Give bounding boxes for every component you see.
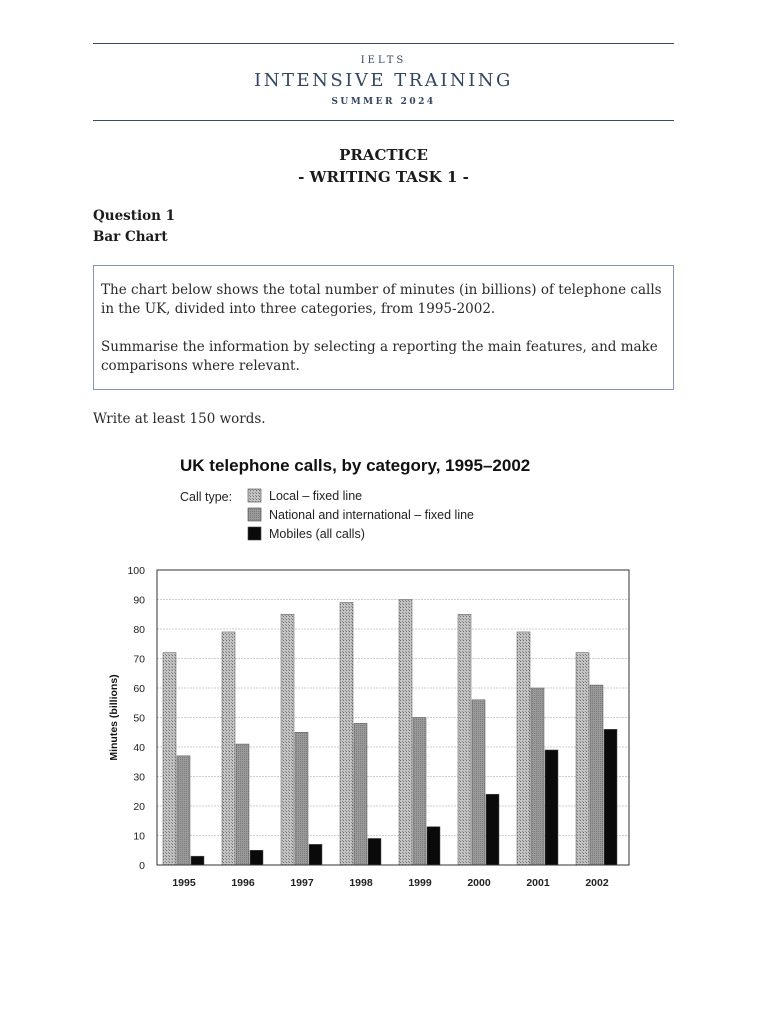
bar-national-1996: [236, 744, 249, 865]
legend-swatch: [248, 489, 261, 502]
bar-national-2002: [590, 685, 603, 865]
y-tick-label: 60: [133, 683, 145, 695]
bar-mobile-2000: [486, 794, 499, 865]
legend-label: National and international – fixed line: [269, 508, 474, 522]
bar-national-2001: [531, 688, 544, 865]
y-axis-ticks: [127, 565, 145, 872]
prompt-paragraph-2: Summarise the information by selecting a reporting the main features, and make comparisons where relevant.: [101, 339, 658, 374]
bar-mobile-2001: [545, 750, 558, 865]
y-tick-label: 80: [133, 624, 145, 636]
bar-mobile-1996: [250, 850, 263, 865]
bar-local-1998: [340, 602, 353, 865]
prompt-paragraph-1: The chart below shows the total number of minutes (in billions) of telephone calls in the UK, divided into three categories, from 1995-2002.: [101, 282, 662, 317]
header-title: INTENSIVE TRAINING: [254, 70, 513, 91]
chart-legend: [248, 489, 474, 541]
header-bottom-rule: [93, 120, 674, 121]
chart-bars: [163, 600, 617, 866]
x-tick-label: 2000: [467, 877, 491, 889]
chart-title: UK telephone calls, by category, 1995–2002: [180, 456, 531, 475]
y-tick-label: 0: [139, 860, 145, 872]
x-tick-label: 1999: [408, 877, 432, 889]
bar-local-1995: [163, 653, 176, 865]
bar-mobile-1999: [427, 827, 440, 865]
prompt-box: [93, 265, 674, 390]
bar-local-2002: [576, 653, 589, 865]
bar-chart: [100, 445, 640, 895]
bar-mobile-1998: [368, 838, 381, 865]
legend-swatch: [248, 508, 261, 521]
y-tick-label: 50: [133, 712, 145, 725]
bar-national-2000: [472, 700, 485, 865]
y-tick-label: 90: [133, 594, 145, 607]
bar-local-1996: [222, 632, 235, 865]
x-tick-label: 1996: [231, 877, 255, 889]
bar-local-2000: [458, 614, 471, 865]
y-tick-label: 70: [133, 653, 145, 666]
legend-title: Call type:: [180, 490, 233, 504]
legend-swatch: [248, 527, 261, 540]
practice-title: PRACTICE: [339, 146, 428, 164]
bar-national-1999: [413, 718, 426, 866]
x-tick-label: 2001: [526, 877, 550, 889]
y-tick-label: 30: [133, 771, 145, 784]
x-tick-label: 1998: [349, 877, 373, 889]
x-tick-label: 1995: [172, 877, 196, 889]
header-top-rule: [93, 43, 674, 44]
bar-local-1999: [399, 600, 412, 866]
y-tick-label: 20: [133, 801, 145, 813]
x-tick-label: 1997: [290, 877, 314, 889]
question-number: Question 1: [93, 208, 176, 224]
word-count-instruction: Write at least 150 words.: [93, 411, 266, 427]
bar-national-1997: [295, 732, 308, 865]
question-type: Bar Chart: [93, 229, 168, 245]
x-axis-ticks: [172, 877, 609, 889]
bar-national-1995: [177, 756, 190, 865]
y-tick-label: 100: [127, 565, 145, 577]
y-axis-label: Minutes (billions): [108, 674, 120, 761]
bar-local-1997: [281, 614, 294, 865]
bar-national-1998: [354, 723, 367, 865]
y-tick-label: 10: [133, 830, 145, 843]
header-subtitle: SUMMER 2024: [331, 97, 436, 107]
bar-local-2001: [517, 632, 530, 865]
legend-label: Mobiles (all calls): [269, 527, 365, 541]
y-tick-label: 40: [133, 742, 145, 754]
bar-mobile-2002: [604, 729, 617, 865]
x-tick-label: 2002: [585, 877, 609, 889]
practice-subtitle: - WRITING TASK 1 -: [298, 168, 469, 186]
bar-mobile-1997: [309, 844, 322, 865]
bar-mobile-1995: [191, 856, 204, 865]
header-small-label: IELTS: [360, 55, 407, 66]
legend-label: Local – fixed line: [269, 489, 363, 503]
